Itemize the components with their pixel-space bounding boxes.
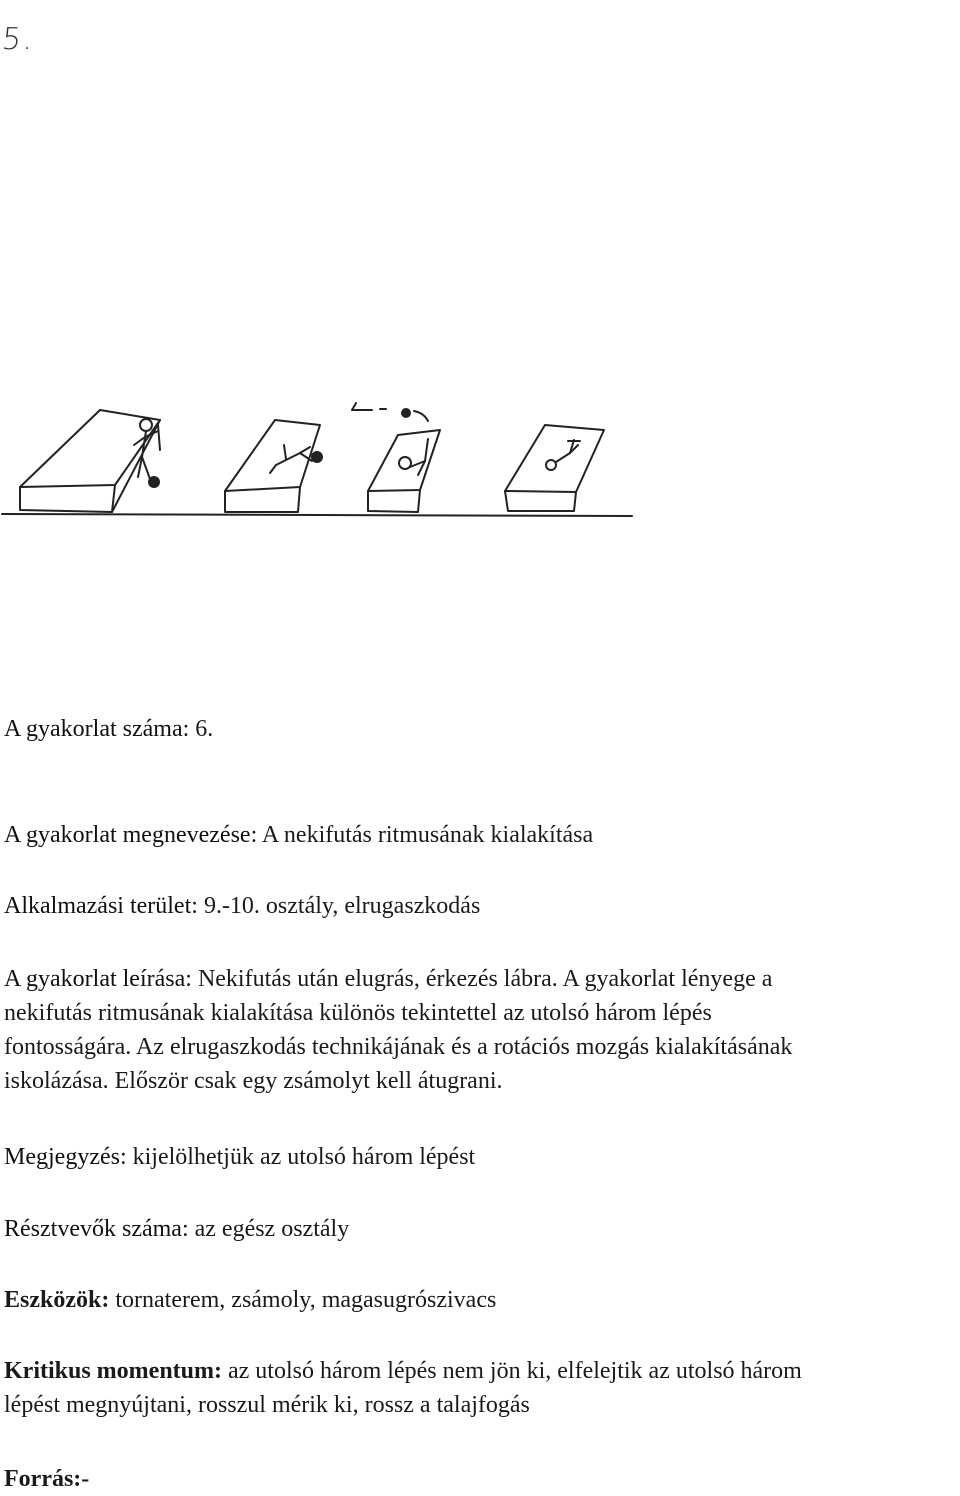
- exercise-name-field: A gyakorlat megnevezése: A nekifutás ritmusának kialakítása: [4, 822, 594, 848]
- tools-label: Eszközök:: [4, 1287, 110, 1313]
- exercise-name-label: A gyakorlat megnevezése: [4, 822, 251, 848]
- frame-4: [505, 425, 604, 511]
- gymnastics-sketch-sequence-icon: [0, 395, 640, 525]
- application-area-label: Alkalmazási terület: [4, 893, 192, 919]
- exercise-description-label: A gyakorlat leírása: [4, 966, 186, 992]
- note-value: kijelölhetjük az utolsó három lépést: [126, 1144, 476, 1170]
- critical-moment-label: Kritikus momentum:: [4, 1358, 222, 1384]
- frame-3: [352, 403, 440, 512]
- description-line-4: iskolázása. Először csak egy zsámolyt kell átugrani.: [4, 1068, 503, 1094]
- application-area-field: Alkalmazási terület: 9.-10. osztály, elrugaszkodás: [4, 893, 481, 919]
- application-area-value: 9.-10. osztály, elrugaszkodás: [197, 893, 481, 919]
- tools-value: tornaterem, zsámoly, magasugrószivacs: [109, 1287, 497, 1313]
- description-line-1: Nekifutás után elugrás, érkezés lábra. A gyakorlat lényege a: [191, 966, 773, 992]
- note-label: Megjegyzés:: [4, 1144, 127, 1170]
- participants-value: az egész osztály: [188, 1216, 350, 1242]
- frame-1: [20, 410, 160, 512]
- description-line-3: fontosságára. Az elrugaszkodás technikájának és a rotációs mozgás kialakításának: [4, 1034, 793, 1060]
- tools-field: [4, 1283, 496, 1317]
- handwritten-exercise-index: 5.: [0, 22, 37, 57]
- source-label: Forrás:-: [4, 1466, 90, 1492]
- critical-line-2: lépést megnyújtani, rosszul mérik ki, rossz a talajfogás: [4, 1392, 530, 1418]
- frame-2: [225, 420, 322, 512]
- critical-line-1: az utolsó három lépés nem jön ki, elfelejtik az utolsó három: [222, 1358, 802, 1384]
- exercise-description-field: A gyakorlat leírása: Nekifutás után elugrás, érkezés lábra. A gyakorlat lényege a nekifutás ritmusának kialakítása különös tekintettel az utolsó három lépés fontosságára. Az elrugaszkodás technikájának és a rotációs mozgás kialakításának iskolázása. Először csak egy zsámolyt kell átugrani.: [4, 962, 954, 1098]
- exercise-name-value: A nekifutás ritmusának kialakítása: [257, 822, 594, 848]
- description-line-2: nekifutás ritmusának kialakítása különös tekintettel az utolsó három lépés: [4, 1000, 712, 1026]
- critical-moment-field: [4, 1354, 959, 1422]
- floor-line: [2, 514, 632, 516]
- exercise-number-label: A gyakorlat száma: [4, 716, 183, 742]
- exercise-number-field: A gyakorlat száma: 6.: [4, 716, 214, 742]
- exercise-number-value: 6.: [189, 716, 214, 742]
- participants-field: Résztvevők száma: az egész osztály: [4, 1216, 350, 1242]
- note-field: [4, 1140, 475, 1174]
- source-field: [4, 1462, 89, 1496]
- participants-label: Résztvevők száma: [4, 1216, 182, 1242]
